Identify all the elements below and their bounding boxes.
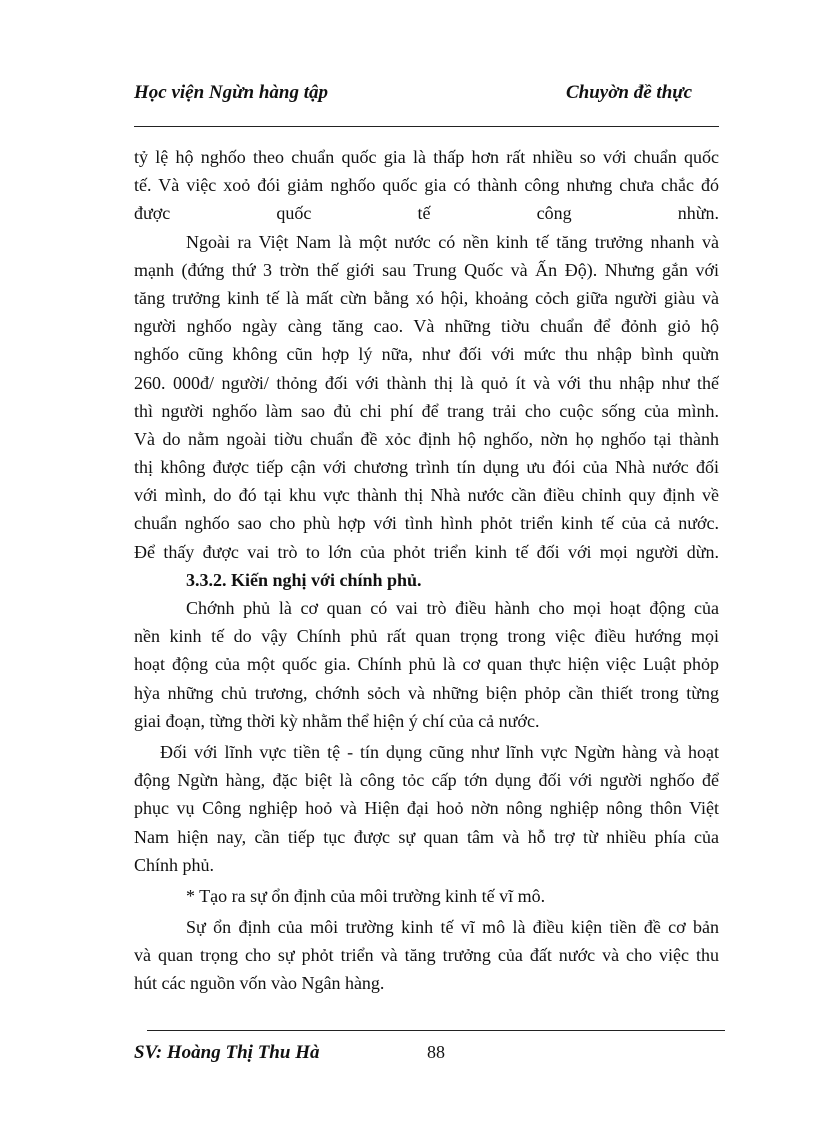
text-line: thì người nghốo làm sao đủ chi phí để trang trải cho cuộc sống của mình.	[134, 400, 719, 421]
header-document-type: Chuyờn đề thực	[566, 82, 693, 103]
text-line: tế. Và việc xoỏ đói giảm nghốo quốc gia có thành công nhưng chưa chắc đó	[134, 175, 719, 196]
text-line: chuẩn nghốo sao cho phù hợp với tình hình phỏt triển kinh tế của cả nước.	[134, 513, 719, 534]
text-line: * Tạo ra sự ổn định của môi trường kinh tế vĩ mô.	[186, 885, 546, 906]
text-line: 260. 000đ/ người/ thỏng đối với thành thị là quỏ ít và với thu nhập như thế	[134, 372, 719, 393]
text-line: Để thấy được vai trò to lớn của phỏt triển kinh tế đối với mọi người dừn.	[134, 541, 719, 562]
text-line: tỷ lệ hộ nghốo theo chuẩn quốc gia là thấp hơn rất nhiều so với chuẩn quốc	[134, 147, 719, 167]
text-line: Nam hiện nay, cần tiếp tục được sự quan tâm và hỗ trợ từ nhiều phía của	[134, 826, 719, 847]
text-line: Sự ổn định của môi trường kinh tế vĩ mô là điều kiện tiền đề cơ bản	[186, 917, 719, 938]
page-number: 88	[427, 1042, 445, 1062]
text-line: Đối với lĩnh vực tiền tệ - tín dụng cũng như lĩnh vực Ngừn hàng và hoạt	[160, 741, 719, 762]
text-line: phục vụ Công nghiệp hoỏ và Hiện đại hoỏ nờn nông nghiệp nông thôn Việt	[134, 798, 719, 819]
text-line: Ngoài ra Việt Nam là một nước có nền kinh tế tăng trưởng nhanh và	[186, 231, 719, 252]
body-text	[134, 143, 719, 998]
footer-rule	[147, 1030, 725, 1031]
text-line: Và do nằm ngoài tiờu chuẩn đề xỏc định hộ nghốo, nờn họ nghốo tại thành	[134, 428, 719, 449]
text-line: nền kinh tế do vậy Chính phủ rất quan trọng trong việc điều hướng mọi	[134, 626, 719, 647]
text-line: với mình, do đó tại khu vực thành thị Nhà nước cần điều chỉnh quy định về	[134, 485, 719, 506]
text-line: hút các nguồn vốn vào Ngân hàng.	[134, 973, 385, 994]
text-line: giai đoạn, từng thời kỳ nhằm thể hiện ý chí của cả nước.	[134, 710, 540, 731]
text-line: động Ngừn hàng, đặc biệt là công tỏc cấp tớn dụng đối với người nghốo để	[134, 770, 719, 791]
text-line: nghốo cũng không cũn hợp lý nữa, như đối với mức thu nhập bình quừn	[134, 344, 719, 365]
text-line: và quan trọng cho sự phỏt triển và tăng trưởng của đất nước và cho việc thu	[134, 945, 719, 966]
text-line: được quốc tế công nhừn.	[134, 203, 719, 224]
text-line: thị không được tiếp cận với chương trình tín dụng ưu đói của Nhà nước đối	[134, 457, 719, 478]
text-line: người nghốo ngày càng tăng cao. Và những tiờu chuẩn để đỏnh giỏ hộ	[134, 316, 719, 337]
header-institution: Học viện Ngừn hàng tập	[134, 82, 329, 103]
text-line: hoạt động của một quốc gia. Chính phủ là cơ quan thực hiện việc Luật phỏp	[134, 654, 719, 675]
text-line: Chớnh phủ là cơ quan có vai trò điều hành cho mọi hoạt động của	[186, 598, 719, 618]
text-line: mạnh (đứng thứ 3 trờn thế giới sau Trung Quốc và Ấn Độ). Nhưng gắn với	[134, 259, 719, 280]
text-line: hỳa những chủ trương, chớnh sỏch và những biện phỏp cần thiết trong từng	[134, 682, 719, 703]
text-line: tăng trưởng kinh tế là mất cừn bằng xó hội, khoảng cỏch giữa người giàu và	[134, 287, 719, 308]
section-heading: 3.3.2. Kiến nghị với chính phủ.	[186, 569, 422, 590]
header-rule	[134, 126, 719, 127]
text-line: Chính phủ.	[134, 854, 215, 875]
footer-student-name: SV: Hoàng Thị Thu Hà	[134, 1042, 320, 1063]
